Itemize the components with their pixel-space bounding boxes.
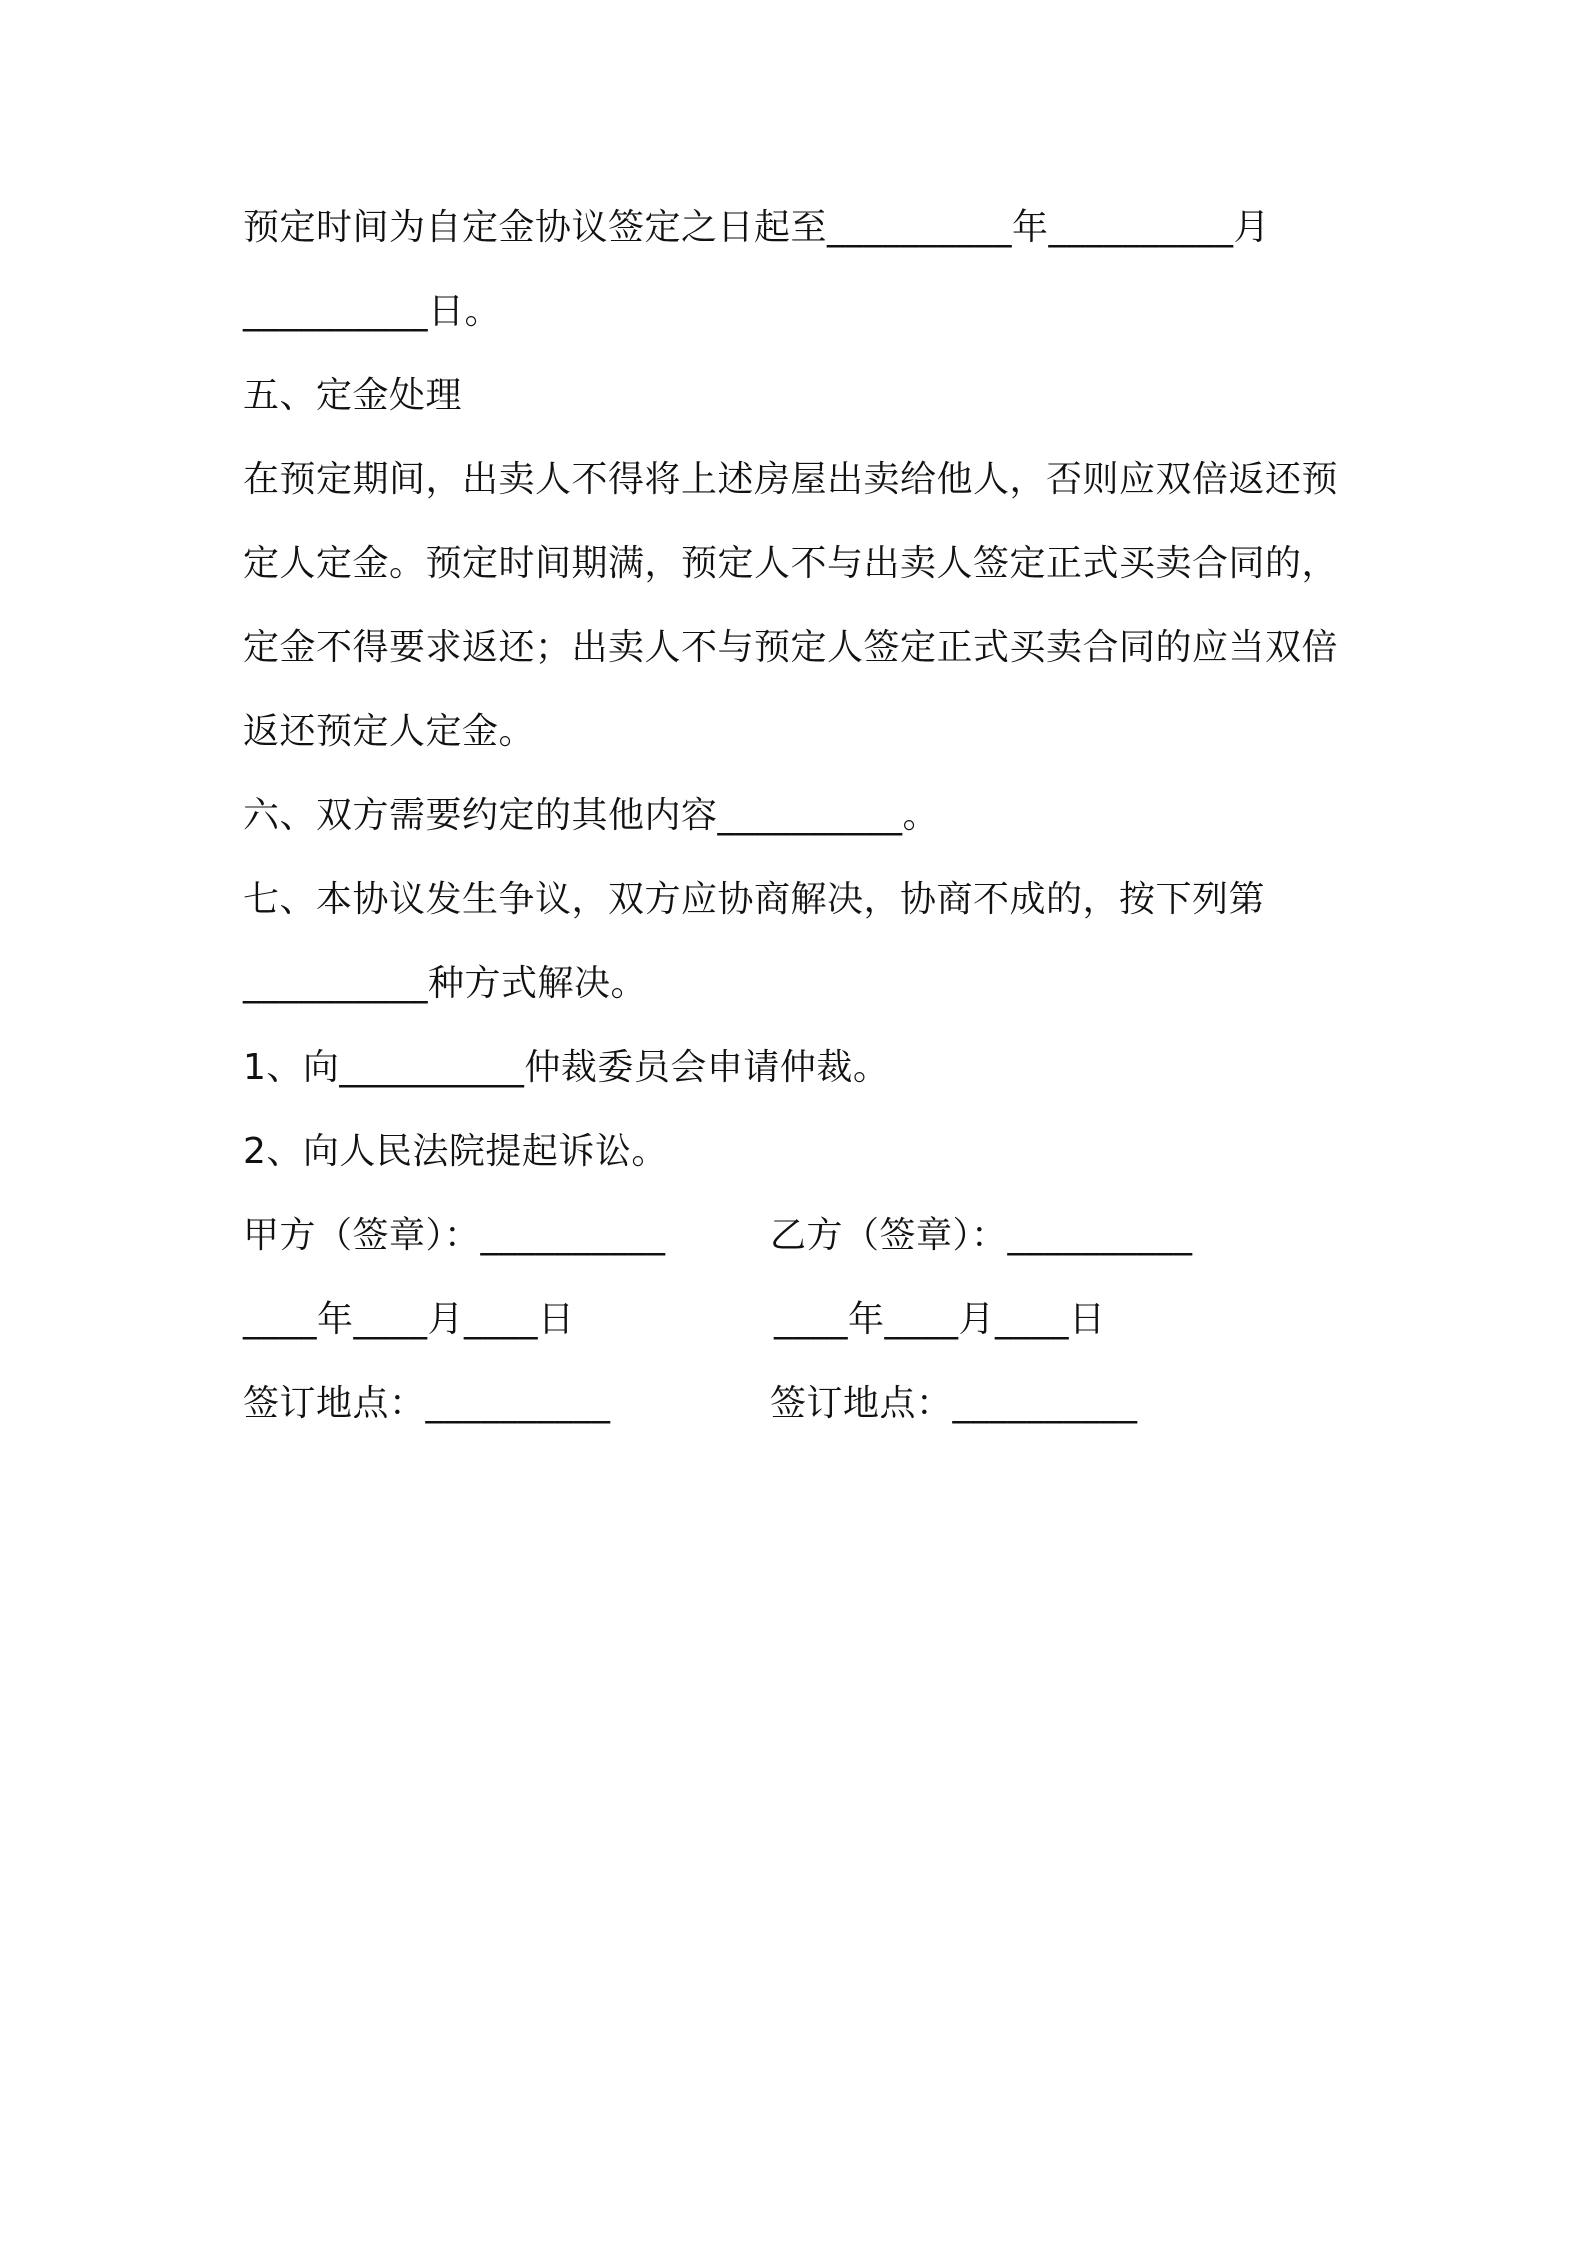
party-b-signature: 乙方（签章）：__________	[770, 1215, 1193, 1256]
section-six-line: 六、双方需要约定的其他内容__________。	[243, 795, 940, 836]
section-five-heading: 五、定金处理	[243, 375, 463, 416]
party-a-signing-place: 签订地点：__________	[243, 1383, 611, 1424]
arbitration-option: 1、向__________仲裁委员会申请仲裁。	[243, 1047, 890, 1088]
party-b-signing-place: 签订地点：__________	[770, 1383, 1138, 1424]
deposit-period-day-line: __________日。	[243, 291, 502, 332]
paragraph-line: 返还预定人定金。	[243, 711, 536, 752]
section-seven-line: 七、本协议发生争议，双方应协商解决，协商不成的，按下列第	[243, 879, 1266, 920]
paragraph-line: 定金不得要求返还；出卖人不与预定人签定正式买卖合同的应当双倍	[243, 627, 1339, 668]
paragraph-line: 在预定期间，出卖人不得将上述房屋出卖给他人，否则应双倍返还预	[243, 459, 1339, 500]
litigation-option: 2、向人民法院提起诉讼。	[243, 1131, 668, 1172]
section-seven-continuation: __________种方式解决。	[243, 963, 648, 1004]
party-b-date: ____年____月____日	[774, 1299, 1106, 1340]
paragraph-line: 定人定金。预定时间期满，预定人不与出卖人签定正式买卖合同的，	[243, 543, 1339, 584]
party-a-date: ____年____月____日	[243, 1299, 575, 1340]
deposit-period-line: 预定时间为自定金协议签定之日起至__________年__________月	[243, 207, 1271, 248]
party-a-signature: 甲方（签章）：__________	[243, 1215, 666, 1256]
